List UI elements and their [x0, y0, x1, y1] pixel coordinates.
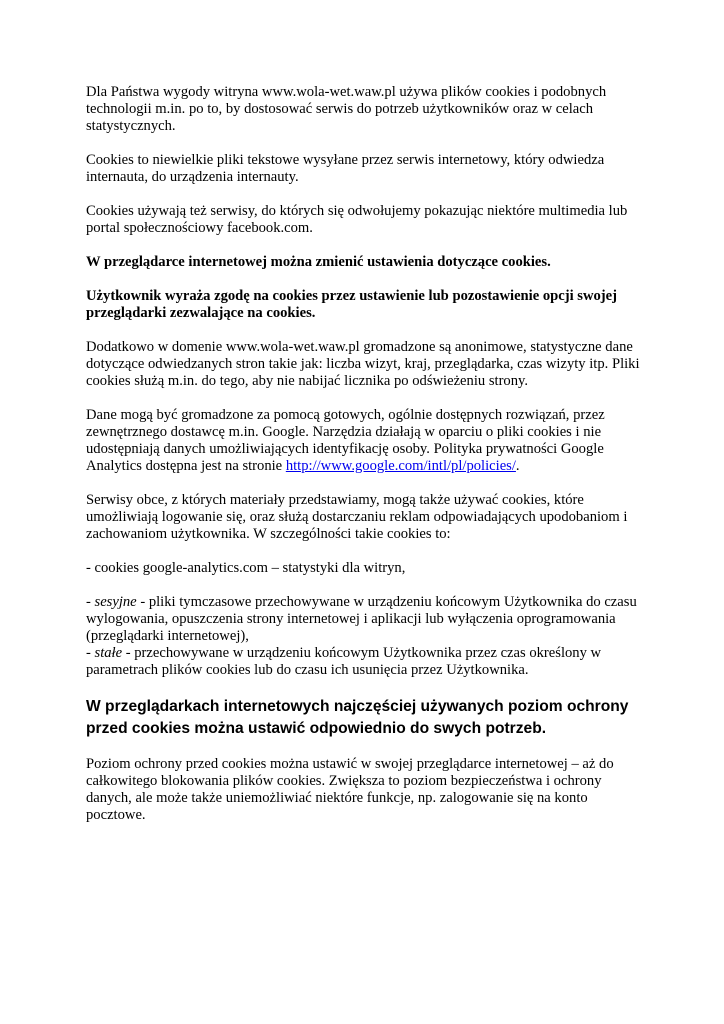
list-item-session-cookies	[86, 594, 646, 645]
list-item-prefix: -	[86, 594, 95, 610]
intro-paragraph: Dla Państwa wygody witryna www.wola-wet.waw.pl używa plików cookies i podobnych technologii m.in. po to, by dostosować serwis do potrzeb użytkowników oraz w celach statystycznych.	[86, 84, 607, 134]
third-party-paragraph: Cookies używają też serwisy, do których się odwołujemy pokazując niektóre multimedia lub portal społecznościowy facebook.com.	[86, 203, 628, 236]
session-description: - pliki tymczasowe przechowywane w urządzeniu końcowym Użytkownika do czasu wylogowania, opuszczenia strony internetowej i aplikacji lub wyłączenia oprogramowania (przeglądarki internetowej),	[86, 594, 637, 644]
protection-level-paragraph: Poziom ochrony przed cookies można ustawić w swojej przeglądarce internetowej – aż do całkowitego blokowania plików cookies. Zwiększa to poziom bezpieczeństwa i ochrony danych, ale może także uniemożliwiać niektóre funkcje, np. zalogowanie się na konto pocztowe.	[86, 756, 614, 823]
list-item-persistent-cookies	[86, 645, 646, 679]
cookies-definition-paragraph: Cookies to niewielkie pliki tekstowe wysyłane przez serwis internetowy, który odwiedza internauta, do urządzenia internauty.	[86, 152, 605, 185]
browser-settings-notice: W przeglądarce internetowej można zmienić ustawienia dotyczące cookies.	[86, 254, 551, 270]
google-policies-link[interactable]: http://www.google.com/intl/pl/policies/	[285, 458, 516, 474]
document-page	[86, 84, 646, 841]
google-analytics-end: .	[515, 458, 520, 474]
google-analytics-text: Dane mogą być gromadzone za pomocą gotowych, ogólnie dostępnych rozwiązań, przez zewnętrznego dostawcę m.in. Google. Narzędzia działają w oparciu o pliki cookies i nie udostępniają danych umożliwiających identyfikację osoby. Polityka prywatności Google Analytics dostępna jest na stronie	[86, 407, 605, 474]
list-item-prefix: -	[86, 645, 95, 661]
statistics-paragraph: Dodatkowo w domenie www.wola-wet.waw.pl gromadzone są anonimowe, statystyczne dane dotyczące odwiedzanych stron takie jak: liczba wizyt, kraj, przeglądarka, czas wizyty itp. Pliki cookies służą m.in. do tego, aby nie nabijać licznika po odświeżeniu strony.	[86, 339, 640, 389]
external-services-paragraph: Serwisy obce, z których materiały przedstawiamy, mogą także używać cookies, które umożliwiają logowanie się, oraz służą dostarczaniu reklam odpowiadających upodobaniom i zachowaniom użytkownika. W szczególności takie cookies to:	[86, 492, 628, 542]
session-term: sesyjne	[94, 594, 137, 610]
consent-notice: Użytkownik wyraża zgodę na cookies przez ustawienie lub pozostawienie opcji swojej przeglądarki zezwalające na cookies.	[86, 288, 618, 321]
persistent-description: - przechowywane w urządzeniu końcowym Użytkownika przez czas określony w parametrach plików cookies lub do czasu ich usunięcia przez Użytkownika.	[86, 645, 602, 678]
persistent-term: stałe	[94, 645, 123, 661]
section-heading: W przeglądarkach internetowych najczęściej używanych poziom ochrony przed cookies można ustawić odpowiednio do swych potrzeb.	[86, 698, 629, 737]
list-item-google-analytics: - cookies google-analytics.com – statystyki dla witryn,	[86, 560, 406, 576]
google-analytics-paragraph	[86, 407, 646, 475]
